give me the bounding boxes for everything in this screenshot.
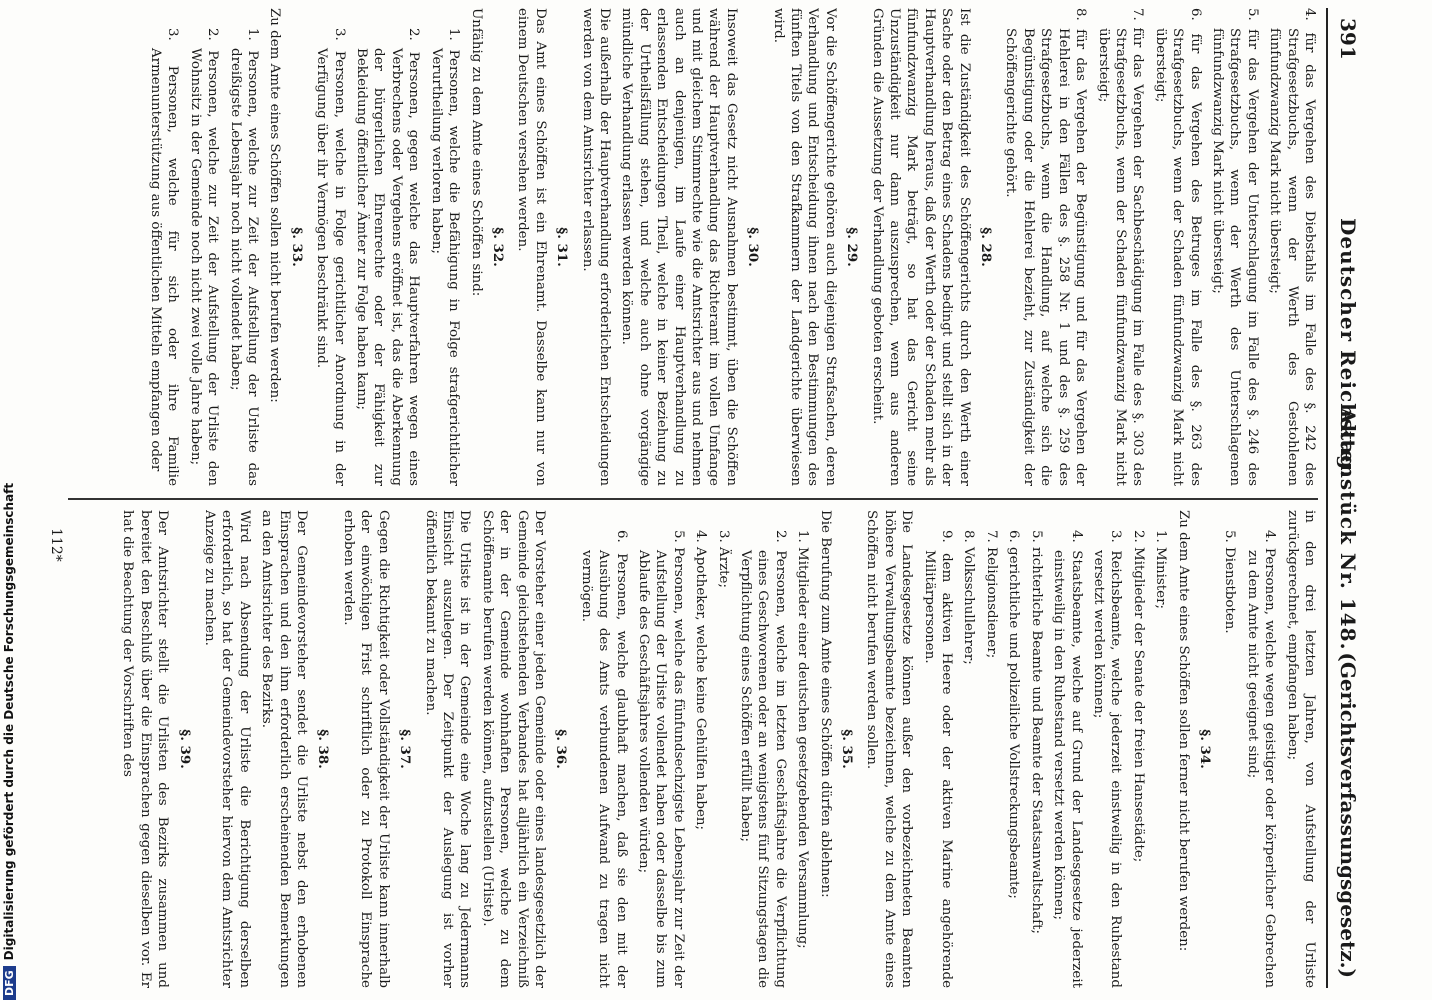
- text-paragraph: Der Gemeindevorsteher sendet die Urliste nebst den erhobenen Einsprachen und den ihm erforderlich erscheinenden Bemerkungen an den Amtsrichter des Bezirks.: [259, 510, 310, 988]
- text-paragraph: 3. Ärzte;: [715, 530, 731, 588]
- text-paragraph: 1. Personen, welche zur Zeit der Aufstellung der Urliste das dreißigste Lebensjahr noch nicht vollendet haben;: [227, 28, 261, 486]
- section-heading: §. 28.: [978, 227, 995, 267]
- left-column: [68, 8, 1318, 486]
- text-paragraph: Das Amt eines Schöffen ist ein Ehrenamt. Dasselbe kann nur von einem Deutschen versehen werden.: [515, 8, 548, 486]
- section-heading: §. 31.: [554, 227, 571, 267]
- text-paragraph: 8. für das Vergehen der Begünstigung und für das Vergehen der Hehlerei in den Fällen des §. 258 Nr. 1 und des §. 259 des Strafgesetzbuchs, wenn die Handlung, auf welche sich die Begünstigung oder die Hehlerei bezieht, zur Zuständigkeit der Schöffengerichte gehört.: [1003, 8, 1089, 486]
- section-heading: §. 33.: [288, 227, 305, 267]
- text-paragraph: 9. dem aktiven Heere oder der aktiven Marine angehörende Militärpersonen.: [921, 530, 955, 988]
- signature-mark: 112*: [48, 528, 64, 562]
- text-paragraph: 5. Dienstboten.: [1222, 530, 1238, 634]
- right-column: [68, 510, 1318, 988]
- section-heading: §. 35.: [839, 729, 856, 769]
- header-section: (Gerichtsverfassungsgesetz.): [1336, 652, 1360, 978]
- text-paragraph: 2. Mitglieder der Senate der freien Hansestädte;: [1130, 530, 1146, 863]
- text-paragraph: 5. Personen, welche das fünfundsechzigste Lebensjahr zur Zeit der Aufstellung der Urliste vollendet haben oder dasselbe bis zum Ablaufe des Geschäftsjahres vollenden würden;: [636, 530, 686, 988]
- text-paragraph: 6. für das Vergehen des Betruges im Falle des §. 263 des Strafgesetzbuchs, wenn der Schaden fünfundzwanzig Mark nicht übersteigt;: [1152, 8, 1203, 486]
- text-paragraph: Zu dem Amte eines Schöffen sollen nicht berufen werden:: [267, 8, 283, 403]
- text-paragraph: 2. Personen, gegen welche das Hauptverfahren wegen eines Verbrechens oder Vergehens eröffnet ist, das die Aberkennung der bürgerlichen Ehrenrechte oder der Fähigkeit zur Bekleidung öffentlicher Ämter zur Folge haben kann;: [354, 28, 422, 486]
- text-paragraph: 4. für das Vergehen des Diebstahls im Falle des §. 242 des Strafgesetzbuchs, wenn der Werth des Gestohlenen fünfundzwanzig Mark nicht übersteigt;: [1267, 8, 1317, 486]
- rotated-page-body: [6, 8, 1366, 988]
- text-paragraph: 1. Minister;: [1153, 530, 1169, 610]
- text-paragraph: Ist die Zuständigkeit des Schöffengerichts durch den Werth einer Sache oder den Betrag eines Schadens bedingt und stellt sich in der Hauptverhandlung heraus, daß der Werth oder der Schaden mehr als fünfundzwanzig Mark beträgt, so hat das Gericht seine Unzuständigkeit nur dann auszusprechen, wenn aus anderen Gründen die Aussetzung der Verhandlung geboten erscheint.: [869, 8, 972, 486]
- digitization-credit: [2, 100, 24, 1000]
- text-paragraph: 1. Mitglieder einer deutschen gesetzgebenden Versammlung;: [795, 530, 811, 949]
- text-paragraph: 8. Volksschullehrer;: [961, 530, 977, 665]
- text-paragraph: 2. Personen, welche zur Zeit der Aufstellung der Urliste den Wohnsitz in der Gemeinde noch nicht zwei volle Jahre haben;: [187, 28, 221, 486]
- credit-text: Digitalisierung gefördert durch die Deutsche Forschungsgemeinschaft: [2, 482, 16, 961]
- section-heading: §. 34.: [1196, 729, 1213, 769]
- text-paragraph: 5. für das Vergehen der Unterschlagung im Falle des §. 246 des Strafgesetzbuchs, wenn der Werth des Unterschlagenen fünfundzwanzig Mark nicht übersteigt;: [1209, 8, 1260, 486]
- section-heading: §. 38.: [315, 729, 332, 769]
- text-paragraph: 1. Personen, welche die Befähigung in Folge strafgerichtlicher Verurtheilung verloren haben;: [428, 28, 462, 486]
- text-paragraph: 7. für das Vergehen der Sachbeschädigung im Falle des §. 303 des Strafgesetzbuchs, wenn der Schaden fünfundzwanzig Mark nicht übersteigt;: [1095, 8, 1146, 486]
- text-paragraph: Gegen die Richtigkeit oder Vollständigkeit der Urliste kann innerhalb der einwöchigen Frist schriftlich oder zu Protokoll Einsprache erhoben werden.: [340, 510, 391, 988]
- text-paragraph: Die Landesgesetze können außer den vorbezeichneten Beamten höhere Verwaltungsbeamte bezeichnen, welche zu dem Amte eines Schöffen nicht berufen werden sollen.: [864, 510, 915, 988]
- text-paragraph: 7. Religionsdiener;: [983, 530, 999, 659]
- column-divider: [68, 498, 1318, 500]
- page-header: [1326, 8, 1366, 988]
- text-paragraph: 2. Personen, welche im letzten Geschäftsjahre die Verpflichtung eines Geschworenen oder an wenigstens fünf Sitzungstagen die Verpflichtung eines Schöffen erfüllt haben;: [738, 530, 788, 988]
- section-heading: §. 36.: [553, 729, 570, 769]
- section-heading: §. 39.: [176, 729, 193, 769]
- section-heading: §. 37.: [397, 729, 414, 769]
- text-paragraph: 3. Personen, welche für sich oder ihre Familie Armenunterstützung aus öffentlichen Mitteln empfangen oder: [148, 28, 181, 486]
- text-paragraph: 3. Personen, welche in Folge gerichtlicher Anordnung in der Verfügung über ihr Vermögen beschränkt sind.: [314, 28, 347, 486]
- dfg-logo: DFG: [3, 966, 16, 1000]
- section-heading: §. 32.: [489, 227, 506, 267]
- text-paragraph: Die außerhalb der Hauptverhandlung erforderlichen Entscheidungen werden von dem Amtsrichter erlassen.: [579, 8, 612, 486]
- text-paragraph: Zu dem Amte eines Schöffen sollen ferner nicht berufen werden:: [1175, 510, 1191, 952]
- text-paragraph: 4. Staatsbeamte, welche auf Grund der Landesgesetze jederzeit einstweilig in den Ruhestand versetzt werden können;: [1051, 530, 1084, 988]
- page-number: 391: [1336, 18, 1360, 60]
- text-paragraph: Der Amtsrichter stellt die Urlisten des Bezirks zusammen und bereitet den Beschluß über die Einsprachen gegen dieselben vor. Er hat die Beachtung der Vorschriften des: [120, 510, 171, 988]
- text-paragraph: Die Urliste ist in der Gemeinde eine Woche lang zu Jedermanns Einsicht auszulegen. Der Zeitpunkt der Auslegung ist vorher öffentlich bekannt zu machen.: [422, 510, 473, 988]
- header-subtitle: Aktenstück Nr. 148.: [1336, 408, 1360, 651]
- section-heading: §. 30.: [745, 227, 762, 267]
- text-paragraph: Der Vorsteher einer jeden Gemeinde oder eines landesgesetzlich der Gemeinde gleichstehenden Verbandes hat alljährlich ein Verzeichniß der in der Gemeinde wohnhaften Personen, welche zu dem Schöffenamte berufen werden können, aufzustellen (Urliste).: [479, 510, 547, 988]
- text-paragraph: Vor die Schöffengerichte gehören auch diejenigen Strafsachen, deren Verhandlung und Entscheidung ihnen nach den Bestimmungen des fünften Titels von den Strafkammern der Landgerichte überwiesen wird.: [770, 8, 838, 486]
- text-paragraph: 4. Apotheker, welche keine Gehülfen haben;: [693, 530, 709, 831]
- text-paragraph: 6. gerichtliche und polizeiliche Vollstreckungsbeamte;: [1006, 530, 1022, 899]
- text-paragraph: Insoweit das Gesetz nicht Ausnahmen bestimmt, üben die Schöffen während der Hauptverhandlung das Richteramt im vollen Umfange und mit gleichem Stimmrechte wie die Amtsrichter aus und nehmen auch an denjenigen, im Laufe einer Hauptverhandlung zu erlassenden Entscheidungen Theil, welche in keiner Beziehung zu der Urtheilsfällung stehen, und welche auch ohne vorgängige mündliche Verhandlung erlassen werden können.: [619, 8, 739, 486]
- text-paragraph: 4. Personen, welche wegen geistiger oder körperlicher Gebrechen zu dem Amte nicht geeignet sind;: [1244, 530, 1278, 988]
- text-paragraph: Die Berufung zum Amte eines Schöffen dürfen ablehnen:: [817, 510, 833, 898]
- text-paragraph: 5. richterliche Beamte und Beamte der Staatsanwaltschaft;: [1028, 530, 1044, 934]
- header-title: Deutscher Reichstag.: [1336, 218, 1360, 479]
- text-paragraph: 6. Personen, welche glaubhaft machen, daß sie den mit der Ausübung des Amts verbundenen Aufwand zu tragen nicht vermögen.: [578, 530, 629, 988]
- text-paragraph: Unfähig zu dem Amte eines Schöffen sind:: [468, 8, 484, 297]
- text-paragraph: Wird nach Absendung der Urliste die Berichtigung derselben erforderlich, so hat der Gemeindevorsteher hiervon dem Amtsrichter Anzeige zu machen.: [202, 510, 252, 988]
- section-heading: §. 29.: [844, 227, 861, 267]
- text-paragraph: in den drei letzten Jahren, von Aufstellung der Urliste zurückgerechnet, empfangen haben;: [1284, 510, 1317, 988]
- text-paragraph: 3. Reichsbeamte, welche jederzeit einstweilig in den Ruhestand versetzt werden können;: [1090, 530, 1124, 988]
